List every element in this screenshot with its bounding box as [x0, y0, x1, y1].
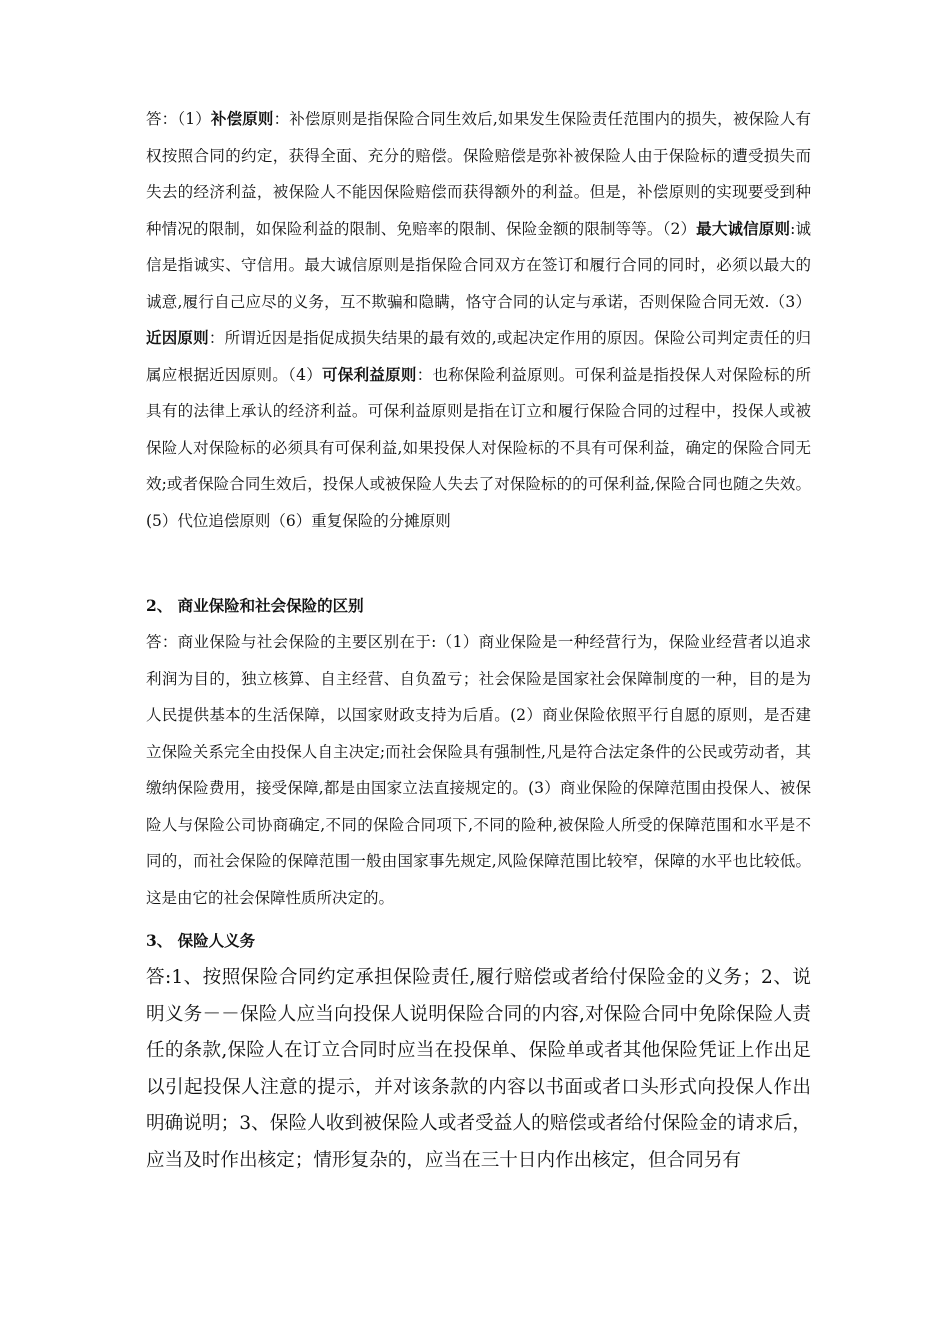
principle-compensation-title: 补偿原则 [210, 109, 274, 128]
section-3-paragraph: 答:1、按照保险合同约定承担保险责任,履行赔偿或者给付保险金的义务；2、说明义务－－保险人应当向投保人说明保险合同的内容,对保险合同中免除保险人责任的条款,保险人在订立合同时应当在投保单、保险单或者其他保险凭证上作出足以引起投保人注意的提示，并对该条款的内容以书面或者口头形式向投保人作出明确说明；3、保险人收到被保险人或者受益人的赔偿或者给付保险金的请求后，应当及时作出核定；情形复杂的，应当在三十日内作出核定，但合同另有 [146, 967, 811, 1171]
principle-proximate-cause-title: 近因原则 [146, 328, 209, 347]
principle-utmost-good-faith-text: :诚信是指诚实、守信用。最大诚信原则是指保险合同双方在签订和履行合同的同时，必须以最大的诚意,履行自己应尽的义务，互不欺骗和隐瞒，恪守合同的认定与承诺，否则保险合同无效.（3） [146, 219, 811, 311]
section-1-paragraph [146, 101, 811, 539]
principle-proximate-cause-text: ：所谓近因是指促成损失结果的最有效的,或起决定作用的原因。保险公司判定责任的归属应根据近因原则。（4） [146, 329, 811, 384]
section-2-heading: 2、 商业保险和社会保险的区别 [146, 596, 364, 615]
section-3-heading: 3、 保险人义务 [146, 931, 256, 950]
principle-utmost-good-faith-title: 最大诚信原则 [696, 218, 791, 238]
answer-prefix: 答：（1） [146, 110, 211, 128]
principle-compensation-text: ：补偿原则是指保险合同生效后,如果发生保险责任范围内的损失，被保险人有权按照合同的约定，获得全面、充分的赔偿。保险赔偿是弥补被保险人由于保险标的遭受损失而失去的经济利益，被保险人不能因保险赔偿而获得额外的利益。但是，补偿原则的实现要受到种种情况的限制，如保险利益的限制、免赔率的限制、保险金额的限制等等。（2） [146, 110, 811, 238]
principle-insurable-interest-title: 可保利益原则 [322, 364, 417, 384]
section-2-paragraph: 答：商业保险与社会保险的主要区别在于:（1）商业保险是一种经营行为，保险业经营者以追求利润为目的，独立核算、自主经营、自负盈亏；社会保险是国家社会保障制度的一种，目的是为人民提供基本的生活保障，以国家财政支持为后盾。(2）商业保险依照平行自愿的原则，是否建立保险关系完全由投保人自主决定;而社会保险具有强制性,凡是符合法定条件的公民或劳动者，其缴纳保险费用，接受保障,都是由国家立法直接规定的。(3）商业保险的保障范围由投保人、被保险人与保险公司协商确定,不同的保险合同项下,不同的险种,被保险人所受的保障范围和水平是不同的，而社会保险的保障范围一般由国家事先规定,风险保障范围比较窄，保障的水平也比较低。这是由它的社会保障性质所决定的。 [146, 633, 811, 907]
principle-insurable-interest-text: ：也称保险利益原则。可保利益是指投保人对保险标的所具有的法律上承认的经济利益。可保利益原则是指在订立和履行保险合同的过程中，投保人或被保险人对保险标的必须具有可保利益,如果投保人对保险标的不具有可保利益，确定的保险合同无效;或者保险合同生效后，投保人或被保险人失去了对保险标的的可保利益,保险合同也随之失效。(5）代位追偿原则（6）重复保险的分摊原则 [146, 365, 811, 530]
